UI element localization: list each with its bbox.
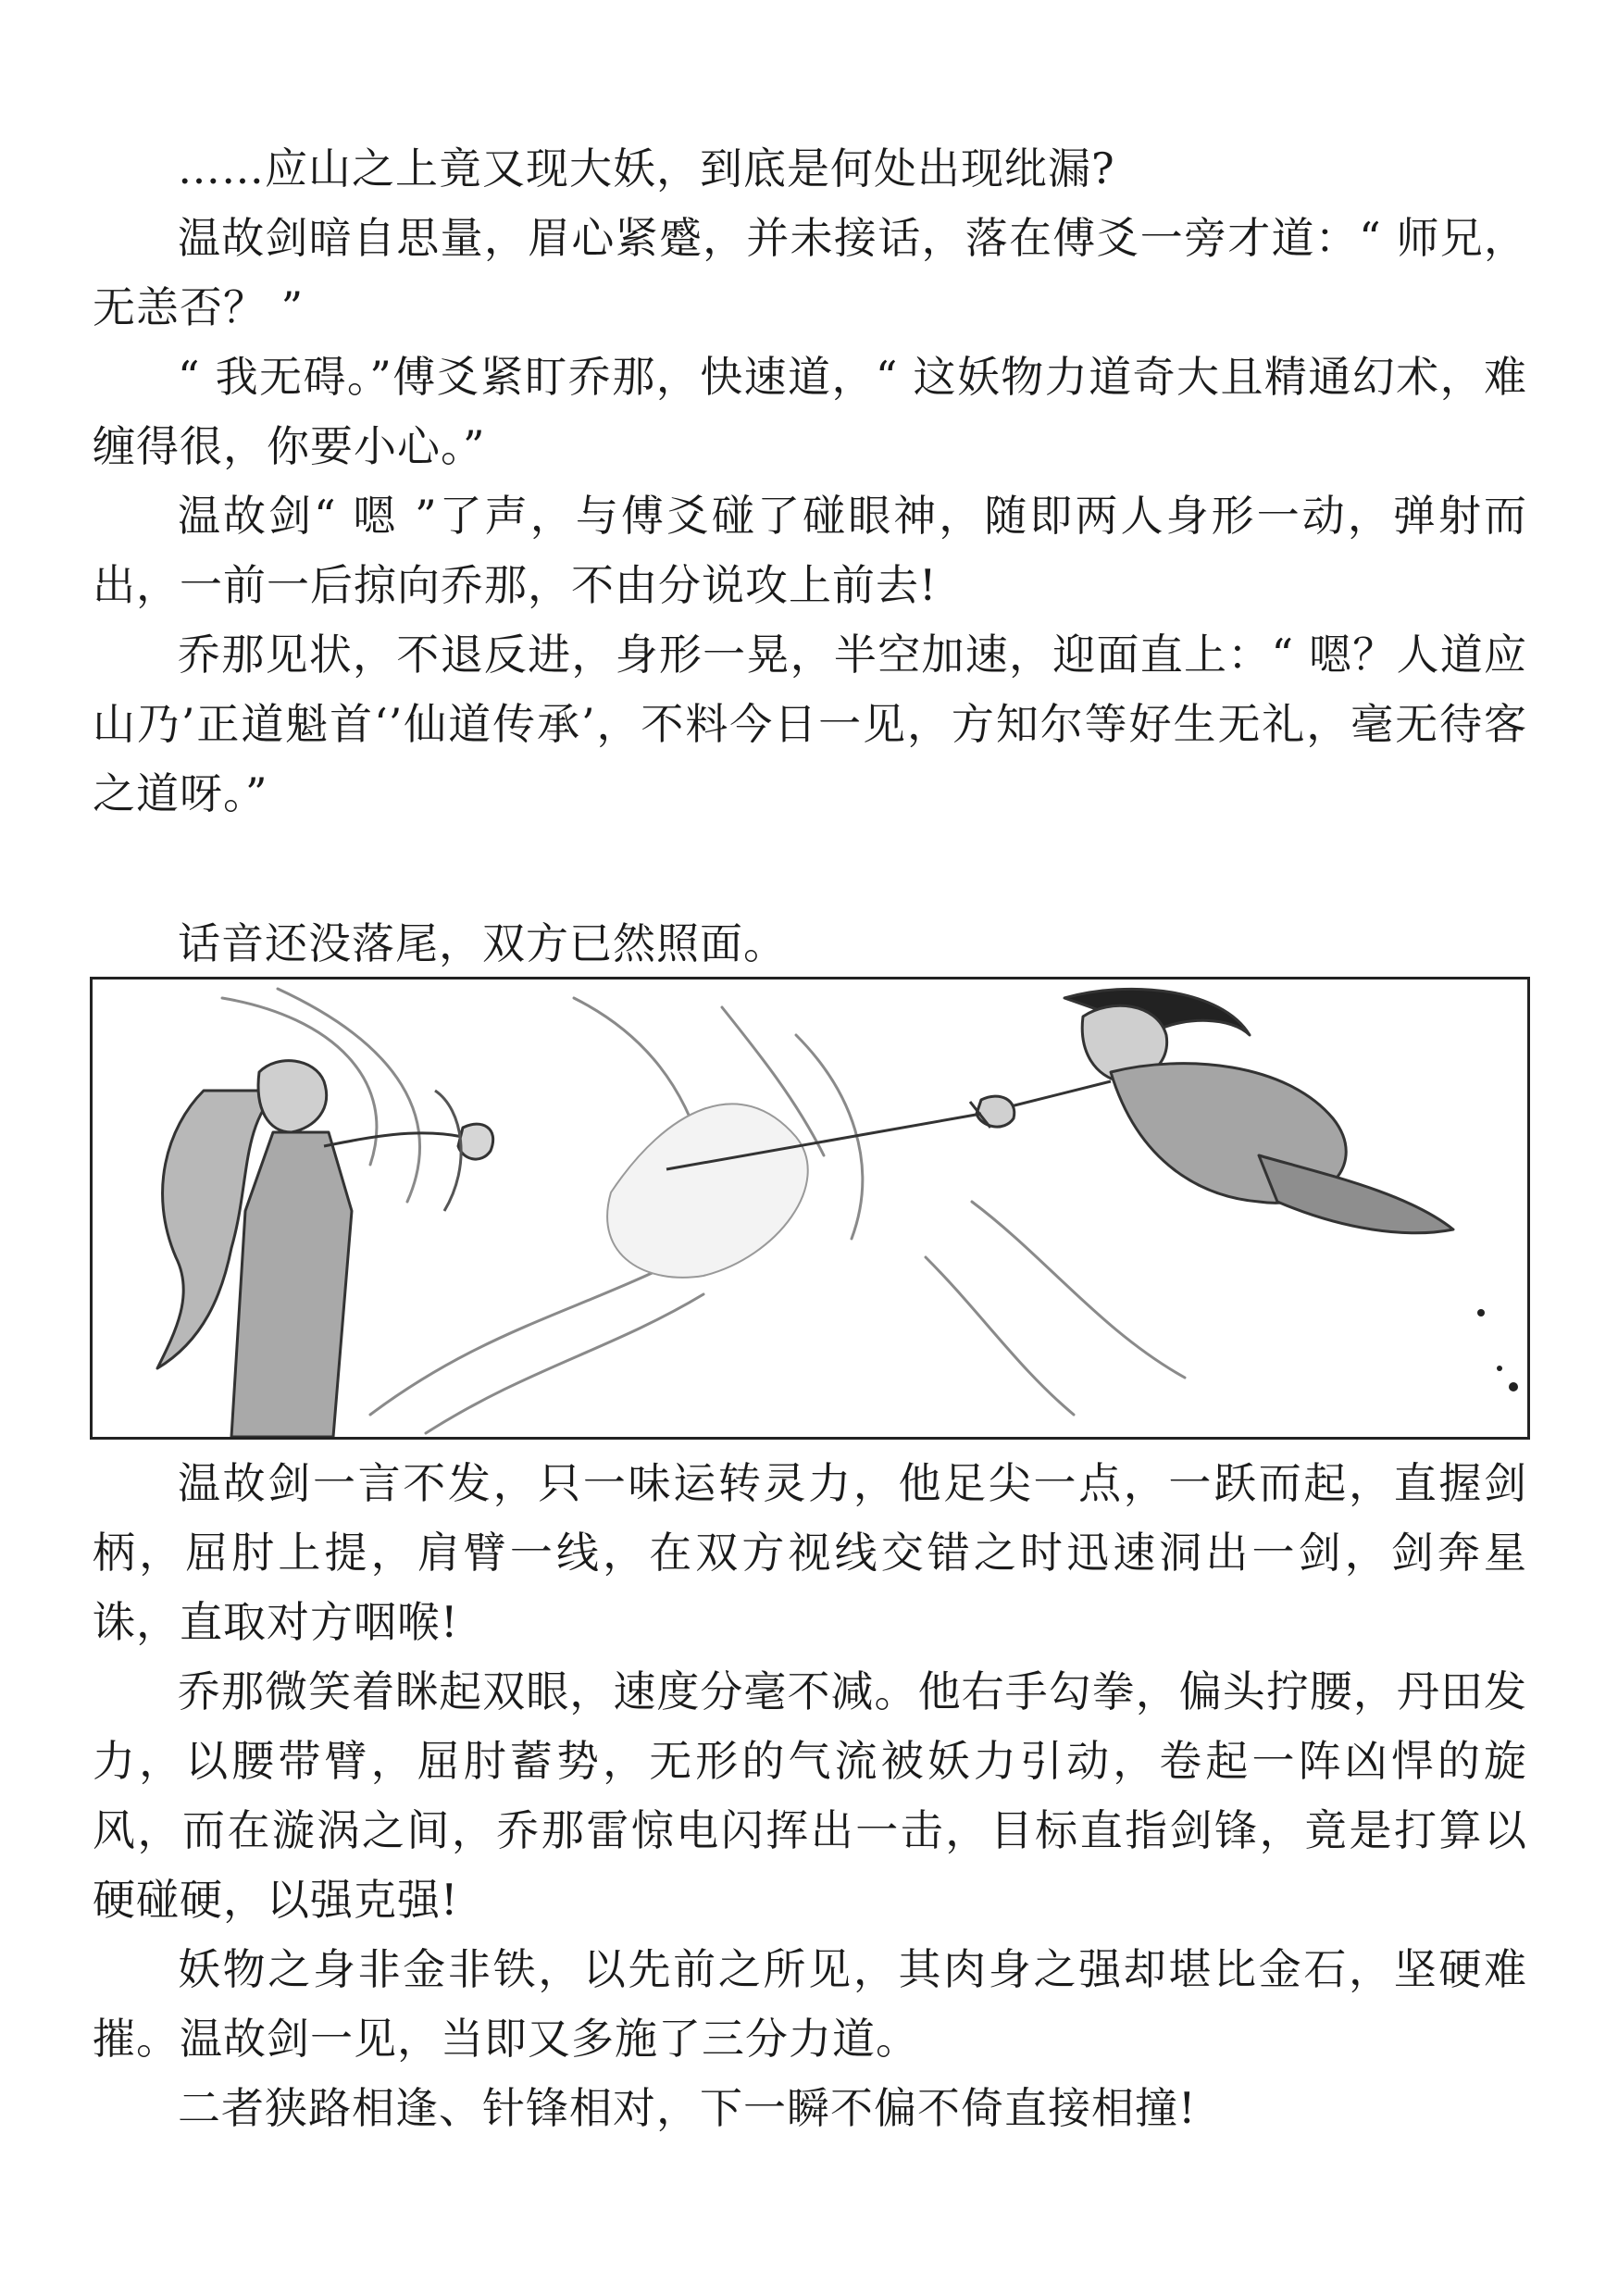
text-block-top <box>93 134 1527 829</box>
paragraph: ……应山之上竟又现大妖，到底是何处出现纰漏? <box>178 144 1115 193</box>
text-block-bottom <box>93 1449 1527 2143</box>
paragraph: 温故剑“ 嗯 ”了声，与傅爻碰了碰眼神，随即两人身形一动，弹射而出，一前一后掠向乔那，不由分说攻上前去! <box>93 491 1527 610</box>
illustration-panel <box>90 977 1530 1440</box>
paragraph: “ 我无碍。”傅爻紧盯乔那，快速道，“ 这妖物力道奇大且精通幻术，难缠得很，你要小心。” <box>93 352 1527 471</box>
paragraph: 乔那见状，不退反进，身形一晃，半空加速，迎面直上：“ 嗯？人道应山乃’正道魁首‘’仙道传承’，不料今日一见，方知尔等好生无礼，毫无待客之道呀。” <box>93 630 1527 818</box>
text-block-mid <box>93 909 1527 979</box>
right-figure <box>977 989 1453 1232</box>
paragraph: 乔那微笑着眯起双眼，速度分毫不减。他右手勾拳，偏头拧腰，丹田发力，以腰带臂，屈肘蓄势，无形的气流被妖力引动，卷起一阵凶悍的旋风，而在漩涡之间，乔那雷惊电闪挥出一击，目标直指剑锋，竟是打算以硬碰硬，以强克强! <box>93 1666 1527 1925</box>
paragraph: 妖物之身非金非铁，以先前之所见，其肉身之强却堪比金石，坚硬难摧。温故剑一见，当即又多施了三分力道。 <box>93 1944 1527 2064</box>
paragraph: 温故剑一言不发，只一味运转灵力，他足尖一点，一跃而起，直握剑柄，屈肘上提，肩臂一线，在双方视线交错之时迅速洞出一剑，剑奔星诛，直取对方咽喉! <box>93 1458 1527 1647</box>
left-figure <box>157 1061 493 1437</box>
battle-illustration <box>93 980 1527 1437</box>
paragraph: 温故剑暗自思量，眉心紧蹙，并未接话，落在傅爻一旁才道：“ 师兄，无恙否？ ” <box>93 213 1527 332</box>
paragraph: 话音还没落尾，双方已然照面。 <box>178 918 787 968</box>
paragraph: 二者狭路相逢、针锋相对，下一瞬不偏不倚直接相撞! <box>178 2083 1197 2133</box>
